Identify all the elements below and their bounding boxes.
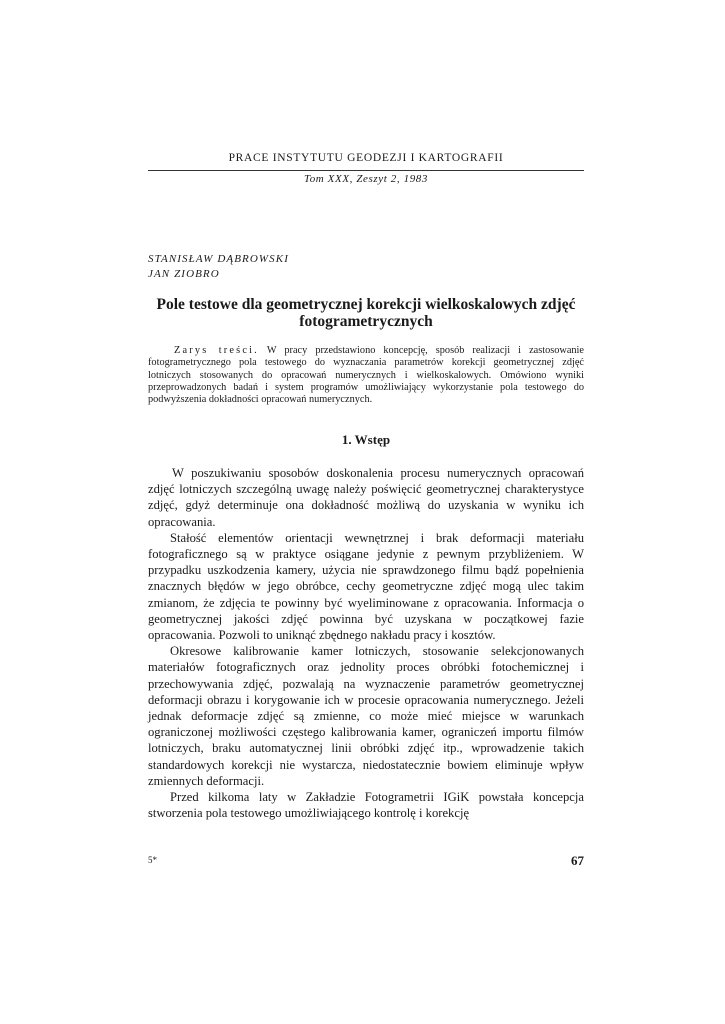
paragraph: Stałość elementów orientacji wewnętrznej i brak deformacji materiału fotograficznego są w praktyce osiągane jedynie z pewnym przybliżeniem. W przypadku uszkodzenia kamery, użycia nie sprawdzonego filmu bądź popełnienia znacznych błędów w jego obróbce, cechy geometryczne zdjęć mogą ulec takim zmianom, że zdjęcia te powinny być wyeliminowane z opracowania. Informacja o geometrycznej jakości zdjęć powinna być uzyskana w początkowej fazie opracowania. Pozwoli to uniknąć zbędnego nakładu pracy i kosztów.	[148, 530, 584, 643]
paragraph: Okresowe kalibrowanie kamer lotniczych, stosowanie selekcjonowanych materiałów fotograficznych oraz jednolity proces obróbki fotochemicznej i przechowywania zdjęć, pozwalają na wyznaczenie parametrów geometrycznej deformacji obrazu i korygowanie ich w procesie opracowania numerycznego. Jeżeli jednak deformacje zdjęć są zmienne, co może mieć miejsce w warunkach ograniczonej możliwości częstego kalibrowania kamer, ograniczeń importu filmów lotniczych, braku automatycznej linii obróbki zdjęć itp., wprowadzenie takich standardowych korekcji nie wystarcza, niedostatecznie bowiem eliminuje wpływ zmiennych deformacji.	[148, 644, 584, 788]
section-heading: 1. Wstęp	[341, 432, 391, 447]
abstract-lead: Zarys treści.	[174, 345, 259, 356]
header-rule	[148, 170, 584, 171]
abstract-text: W pracy przedstawiono koncepcję, sposób realizacji i zastosowanie fotogrametrycznego pola testowego do wyznaczania parametrów korekcji geometrycznej zdjęć lotniczych stosowanych do opracowań numerycznych i wielkoskalowych. Omówiono wyniki przeprowadzonych badań i system programów umożliwiający wykorzystanie pola testowego do podwyższenia dokładności opracowań numerycznych.	[148, 345, 584, 406]
page-number: 67	[571, 853, 584, 868]
paragraph: Przed kilkoma laty w Zakładzie Fotogrametrii IGiK powstała koncepcja stworzenia pola testowego umożliwiającego kontrolę i korekcję	[148, 790, 584, 821]
author-name: STANISŁAW DĄBROWSKI	[148, 253, 289, 265]
volume-info: Tom XXX, Zeszyt 2, 1983	[303, 173, 428, 185]
journal-name: PRACE INSTYTUTU GEODEZJI I KARTOGRAFII	[228, 152, 504, 164]
body-text	[148, 465, 584, 821]
article-title: Pole testowe dla geometrycznej korekcji wielkoskalowych zdjęć fotogrametrycznych	[156, 296, 576, 330]
abstract	[148, 345, 584, 406]
author-list	[148, 252, 289, 282]
paragraph: W poszukiwaniu sposobów doskonalenia procesu numerycznych opracowań zdjęć lotniczych szczególną uwagę należy poświęcić geometrycznej charakterystyce zdjęć, gdyż determinuje ona dokładność możliwą do uzyskania w wyniku ich opracowania.	[148, 466, 584, 529]
author-name: JAN ZIOBRO	[148, 268, 220, 280]
sheet-signature: 5*	[148, 855, 157, 865]
